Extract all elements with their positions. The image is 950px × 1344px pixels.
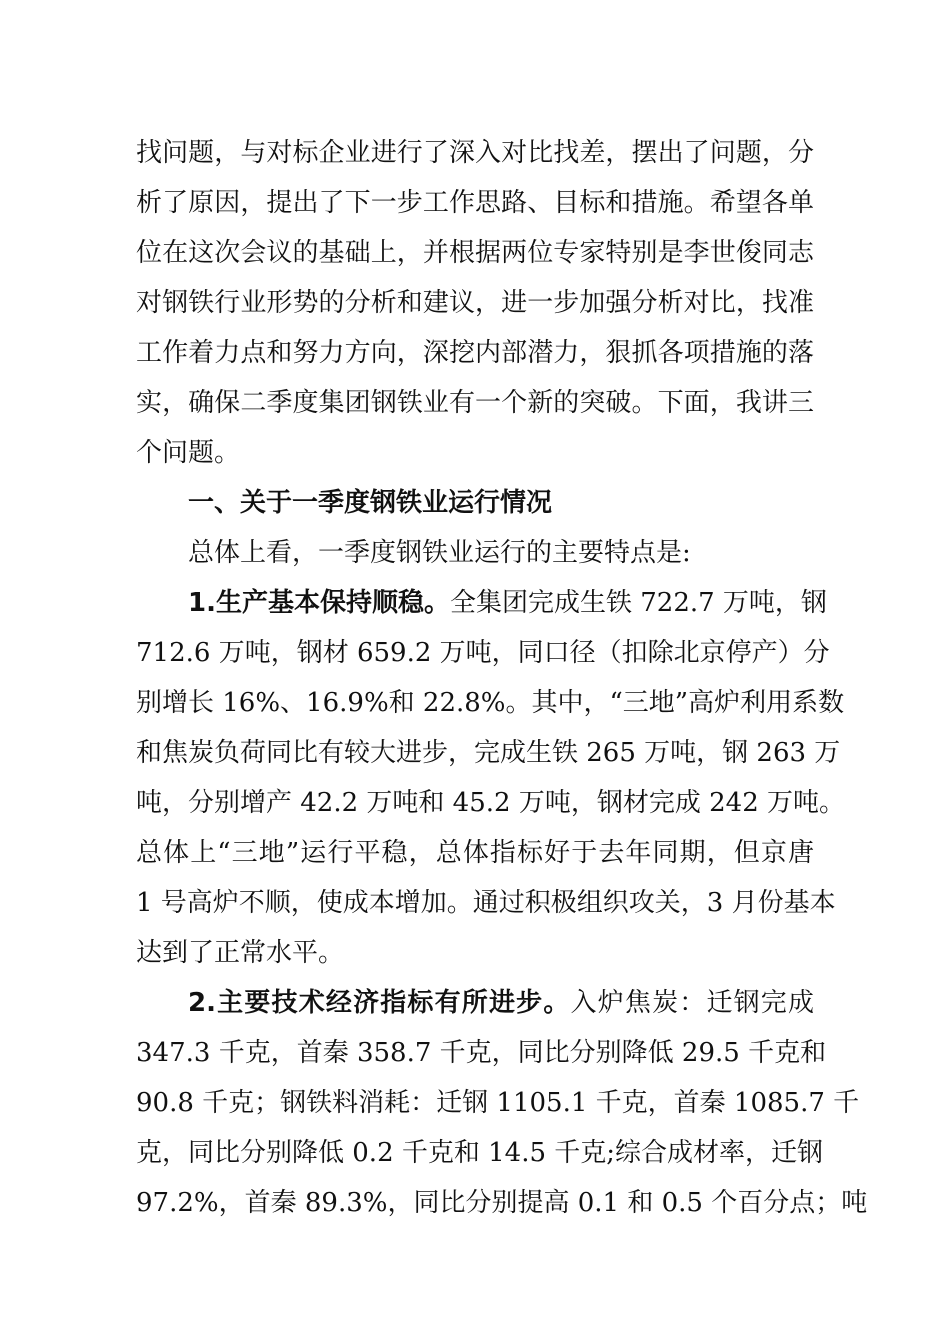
overview-text: 总体上看，一季度钢铁业运行的主要特点是: <box>188 538 691 568</box>
point1-line-8: 达到了正常水平。 <box>136 938 345 968</box>
section-heading: 一、关于一季度钢铁业运行情况 <box>188 488 553 518</box>
intro-line-5: 工作着力点和努力方向，深挖内部潜力，狠抓各项措施的落 <box>136 338 814 368</box>
point2-line-2: 347.3 千克，首秦 358.7 千克，同比分别降低 29.5 千克和 <box>136 1038 827 1068</box>
intro-line-2: 析了原因，提出了下一步工作思路、目标和措施。希望各单 <box>136 188 814 218</box>
point2-line-4: 克，同比分别降低 0.2 千克和 14.5 千克;综合成材率，迁钢 <box>136 1138 824 1168</box>
point1-line-6: 总体上“三地”运行平稳，总体指标好于去年同期，但京唐 <box>136 838 814 868</box>
intro-line-4: 对钢铁行业形势的分析和建议，进一步加强分析对比，找准 <box>136 288 814 318</box>
point1-line-2: 712.6 万吨，钢材 659.2 万吨，同口径（扣除北京停产）分 <box>136 638 830 668</box>
point2-first-line <box>188 988 814 1018</box>
point1-first-line <box>188 588 827 618</box>
point2-line-5: 97.2%，首秦 89.3%，同比分别提高 0.1 和 0.5 个百分点；吨 <box>136 1188 868 1218</box>
point1-line-4: 和焦炭负荷同比有较大进步，完成生铁 265 万吨，钢 263 万 <box>136 738 841 768</box>
point1-line-3: 别增长 16%、16.9%和 22.8%。其中，“三地”高炉利用系数 <box>136 688 845 718</box>
point1-first-rest: 全集团完成生铁 722.7 万吨，钢 <box>449 588 827 618</box>
point1-lead: 1.生产基本保持顺稳。 <box>188 588 450 618</box>
intro-line-6: 实，确保二季度集团钢铁业有一个新的突破。下面，我讲三 <box>136 388 814 418</box>
point2-line-3: 90.8 千克；钢铁料消耗：迁钢 1105.1 千克，首秦 1085.7 千 <box>136 1088 860 1118</box>
point2-lead: 2.主要技术经济指标有所进步。 <box>188 988 571 1018</box>
intro-line-7: 个问题。 <box>136 438 241 468</box>
intro-line-3: 位在这次会议的基础上，并根据两位专家特别是李世俊同志 <box>136 238 814 268</box>
point1-line-5: 吨，分别增产 42.2 万吨和 45.2 万吨，钢材完成 242 万吨。 <box>136 788 845 818</box>
intro-line-1: 找问题，与对标企业进行了深入对比找差，摆出了问题，分 <box>136 138 814 168</box>
point1-line-7: 1 号高炉不顺，使成本增加。通过积极组织攻关，3 月份基本 <box>136 888 836 918</box>
point2-first-rest: 入炉焦炭：迁钢完成 <box>570 988 814 1018</box>
